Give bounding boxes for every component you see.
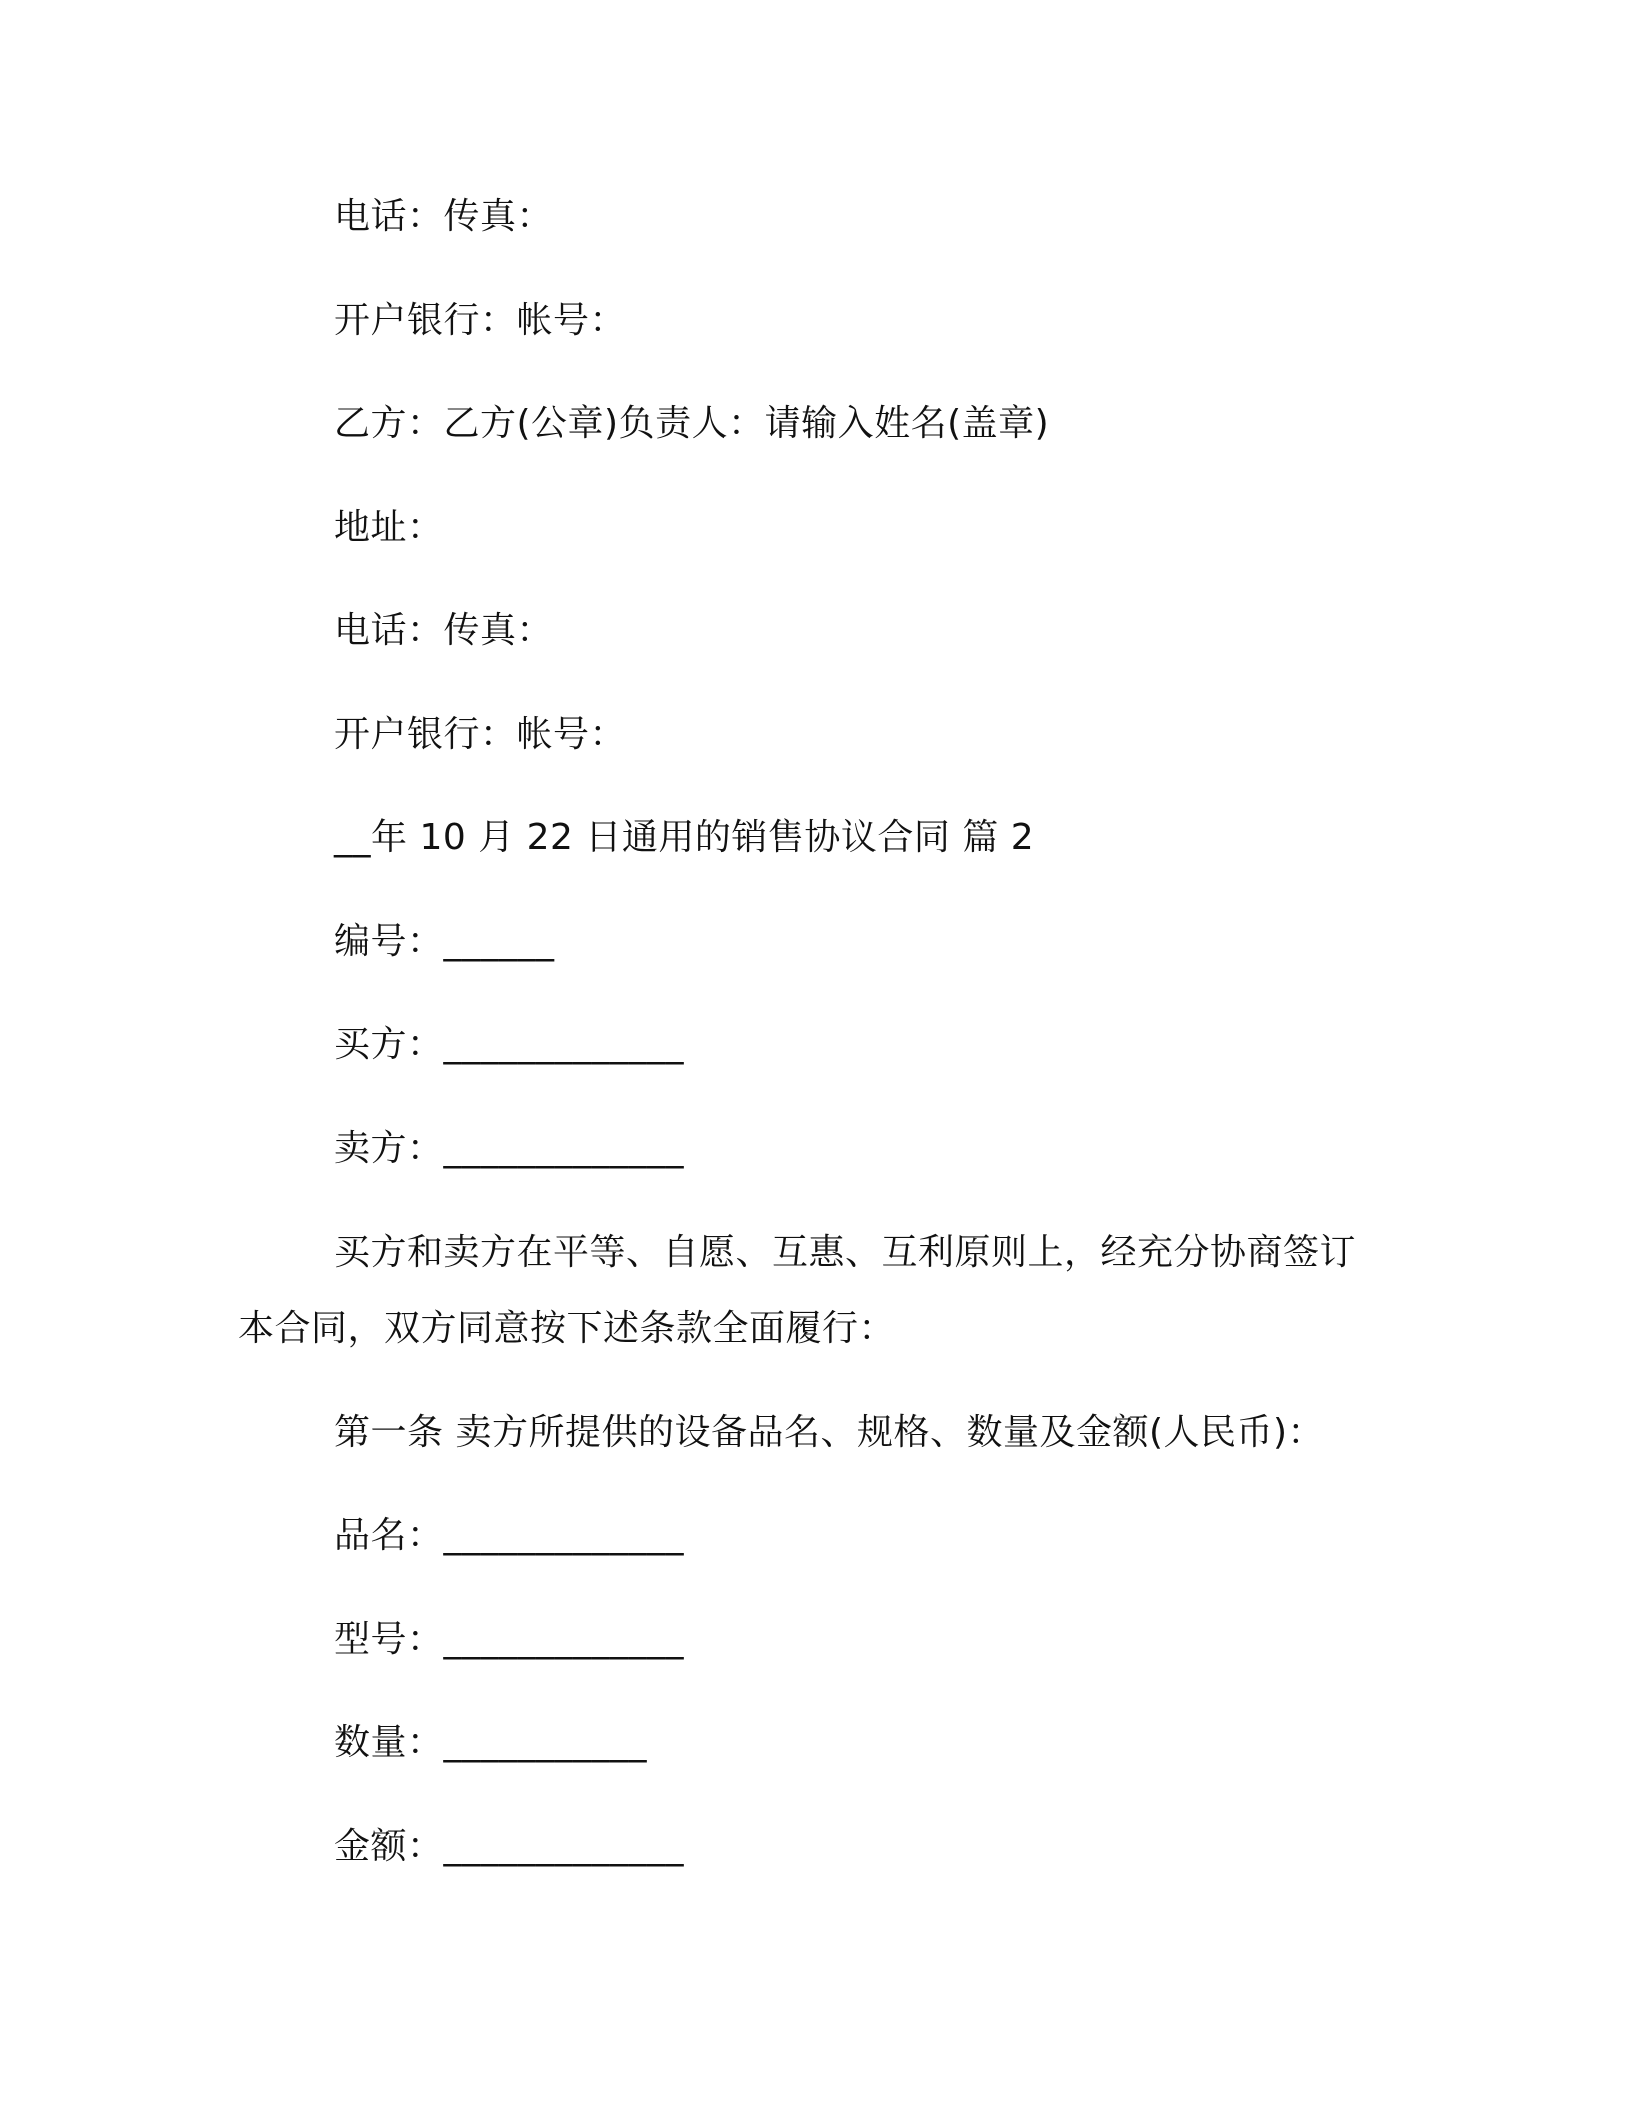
model-field: 型号：_____________ (334, 1619, 685, 1660)
article-one-heading: 第一条 卖方所提供的设备品名、规格、数量及金额(人民币)： (334, 1412, 1325, 1453)
product-name-field: 品名：_____________ (334, 1515, 685, 1556)
party-b-bank-account: 开户银行：帐号： (334, 714, 627, 755)
buyer-field: 买方：_____________ (334, 1024, 685, 1065)
party-a-phone-fax: 电话：传真： (334, 196, 554, 237)
preamble-paragraph-line-2: 本合同，双方同意按下述条款全面履行： (238, 1308, 896, 1349)
section-heading: __年 10 月 22 日通用的销售协议合同 篇 2 (334, 817, 1035, 858)
amount-field: 金额：_____________ (334, 1826, 685, 1867)
quantity-field: 数量：___________ (334, 1722, 648, 1763)
contract-number: 编号：______ (334, 921, 555, 962)
seller-field: 卖方：_____________ (334, 1128, 685, 1169)
party-b-address: 地址： (334, 507, 444, 548)
party-b-phone-fax: 电话：传真： (334, 610, 554, 651)
preamble-paragraph-line-1: 买方和卖方在平等、自愿、互惠、互利原则上，经充分协商签订 (334, 1232, 1357, 1273)
party-a-bank-account: 开户银行：帐号： (334, 300, 627, 341)
party-b-signature: 乙方：乙方(公章)负责人：请输入姓名(盖章) (334, 403, 1050, 444)
